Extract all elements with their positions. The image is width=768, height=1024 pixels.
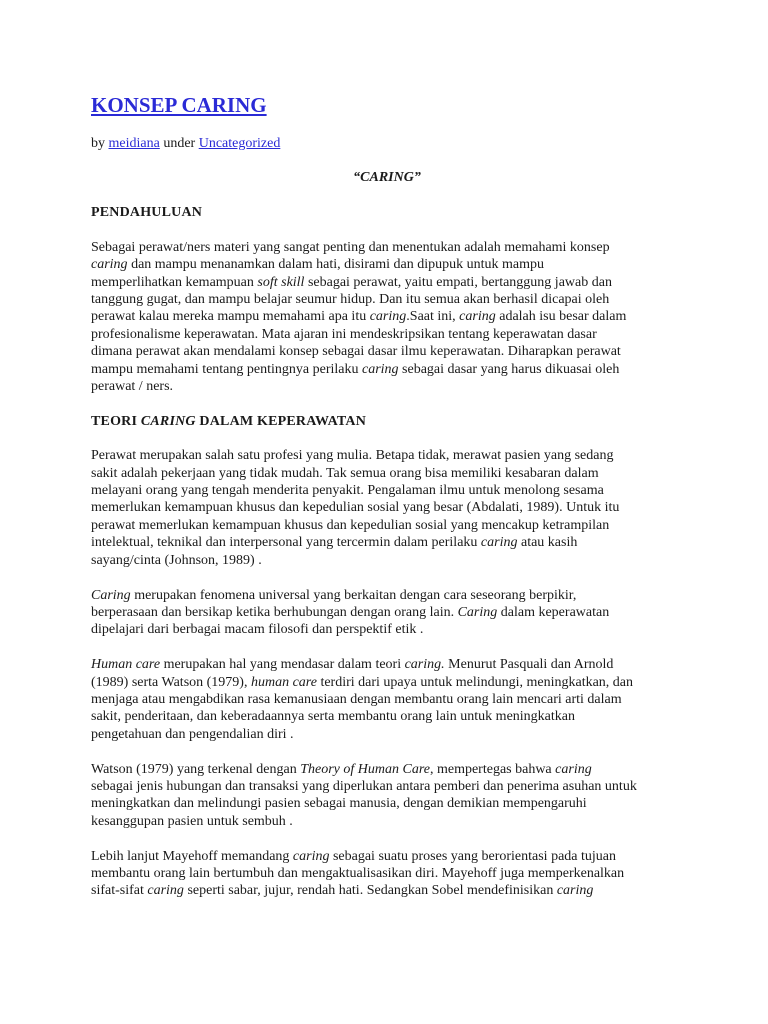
text-line [91, 691, 683, 708]
text-run: perawat kalau mereka mampu memahami apa itu [91, 309, 370, 325]
text-run: sebagai suatu proses yang berorientasi pada tujuan [329, 848, 616, 864]
text-run: CARING [140, 413, 196, 429]
text-line [91, 256, 683, 273]
text-run: meningkatkan dan melindungi pasien sebagai manusia, dengan demikian mempengaruhi [91, 796, 587, 812]
text-line [91, 482, 683, 499]
text-run: profesionalisme keperawatan. Mata ajaran ini mendeskripsikan tentang keperawatan dasar [91, 326, 597, 342]
text-line [91, 708, 683, 725]
text-line [91, 239, 683, 256]
text-run: sakit, penderitaan, dan keberadaannya serta membantu orang lain untuk meningkatkan [91, 709, 575, 725]
text-run: berperasaan dan bersikap ketika berhubungan dengan orang lain. [91, 604, 458, 620]
text-run: merupakan fenomena universal yang berkaitan dengan cara seseorang berpikir, [130, 587, 577, 603]
text-line [91, 326, 683, 343]
author-link[interactable]: meidiana [108, 136, 160, 151]
text-run: mampu memahami tentang pentingnya perilaku [91, 361, 362, 377]
text-run: (1989) serta Watson (1979), [91, 674, 251, 690]
text-run: memperlihatkan kemampuan [91, 274, 258, 290]
text-run: caring [459, 309, 496, 325]
text-line [91, 848, 683, 865]
text-line [91, 726, 683, 743]
text-run: dan mampu menanamkan dalam hati, disirami dan dipupuk untuk mampu [127, 257, 544, 273]
text-run: perawat memerlukan kemampuan khusus dan kepedulian sosial yang mencakup ketrampilan [91, 517, 610, 533]
text-line [91, 882, 683, 899]
text-line [91, 274, 683, 291]
paragraph [91, 447, 683, 569]
byline-by: by [91, 136, 105, 151]
text-line [91, 291, 683, 308]
text-line [91, 308, 683, 325]
text-run: adalah isu besar dalam [495, 309, 627, 325]
text-line [91, 778, 683, 795]
section-heading: PENDAHULUAN [91, 205, 203, 221]
text-line [91, 534, 683, 551]
text-run: sebagai dasar yang harus dikuasai oleh [398, 361, 620, 377]
text-run: melayani orang yang tengah menderita penyakit. Pengalaman ilmu untuk menolong sesama [91, 483, 604, 499]
text-run: kesanggupan pasien untuk sembuh . [91, 813, 293, 829]
text-run: intelektual, teknikal dan interpersonal yang tercermin dalam perilaku [91, 535, 481, 551]
text-line [91, 795, 683, 812]
text-line [91, 447, 683, 464]
article-body [91, 169, 683, 917]
text-run: caring [480, 535, 518, 551]
text-run: caring [91, 257, 128, 273]
text-line [91, 465, 683, 482]
text-line [91, 761, 683, 778]
text-run: Theory of Human Care [300, 761, 430, 777]
article-center-title: “CARING” [353, 170, 421, 185]
text-run: caring [555, 761, 592, 777]
text-line [91, 378, 683, 395]
text-run: sayang/cinta (Johnson, 1989) . [91, 552, 262, 568]
text-run: membantu orang lain bertumbuh dan mengaktualisasikan diri. Mayehoff juga memperkenalkan [91, 865, 625, 881]
text-run: terdiri dari upaya untuk melindungi, meningkatkan, dan [316, 674, 634, 690]
text-run: sifat-sifat [91, 883, 148, 899]
text-run: atau kasih [517, 535, 578, 551]
text-run: caring [292, 848, 330, 864]
post-title-link[interactable]: KONSEP CARING [91, 93, 267, 117]
text-run: Sebagai perawat/ners materi yang sangat penting dan menentukan adalah memahami konsep [91, 239, 610, 255]
text-run: caring. [404, 657, 445, 673]
text-run: , mempertegas bahwa [429, 761, 556, 777]
text-run: .Saat ini, [406, 309, 460, 325]
text-run: TEORI [91, 413, 141, 429]
text-line [91, 587, 683, 604]
text-run: human care [250, 674, 317, 690]
text-run: Human care [91, 657, 161, 673]
text-line [91, 343, 683, 360]
text-run: menjaga atau mengabdikan rasa kemanusiaan dengan membantu orang lain mencari arti dalam [91, 691, 622, 707]
paragraph [91, 761, 683, 831]
text-run: dimana perawat akan mendalami konsep sebagai dasar ilmu keperawatan. Diharapkan perawat [91, 344, 621, 360]
text-run: memerlukan kemampuan khusus dan kepedulian sosial yang besar (Abdalati, 1989). Untuk itu [91, 500, 620, 516]
text-run: Caring [457, 604, 498, 620]
text-run: DALAM KEPERAWATAN [195, 413, 367, 429]
text-run: Perawat merupakan salah satu profesi yang mulia. Betapa tidak, merawat pasien yang sedang [91, 448, 614, 464]
text-line [91, 552, 683, 569]
post-title [91, 92, 267, 118]
paragraph [91, 587, 683, 639]
text-run: Menurut Pasquali dan Arnold [444, 657, 614, 673]
text-run: Caring [91, 587, 131, 603]
paragraph [91, 848, 683, 900]
text-line [91, 361, 683, 378]
text-run: dalam keperawatan [497, 604, 610, 620]
text-run: caring [361, 361, 399, 377]
text-run: seperti sabar, jujur, rendah hati. Sedangkan Sobel mendefinisikan [183, 883, 557, 899]
text-run: dipelajari dari berbagai macam filosofi dan perspektif etik . [91, 622, 424, 638]
category-link[interactable]: Uncategorized [198, 136, 281, 151]
text-line [91, 604, 683, 621]
text-line [91, 499, 683, 516]
section-heading [91, 413, 683, 430]
text-line [91, 865, 683, 882]
text-run: Lebih lanjut Mayehoff memandang [91, 848, 293, 864]
text-run: caring [147, 883, 184, 899]
text-run: perawat / ners. [91, 379, 174, 395]
text-line [91, 674, 683, 691]
text-line [91, 656, 683, 673]
text-run: soft skill [257, 274, 305, 290]
text-run: pengetahuan dan pengendalian diri . [91, 726, 294, 742]
paragraph [91, 239, 683, 396]
text-run: caring [556, 883, 594, 899]
byline-under: under [163, 136, 196, 151]
text-run: caring [369, 309, 407, 325]
post-byline [91, 135, 280, 152]
paragraph [91, 656, 683, 743]
text-run: Watson (1979) yang terkenal dengan [91, 761, 301, 777]
text-line [91, 813, 683, 830]
text-run: sebagai jenis hubungan dan transaksi yang diperlukan antara pemberi dan penerima asuhan untuk [91, 778, 637, 794]
text-line [91, 517, 683, 534]
text-run: sakit adalah pekerjaan yang tidak mudah. Tak semua orang bisa memiliki kesabaran dalam [91, 465, 599, 481]
text-run: tanggung gugat, dan mampu belajar seumur hidup. Dan itu semua akan berhasil dicapai oleh [91, 292, 610, 308]
text-run: merupakan hal yang mendasar dalam teori [160, 657, 405, 673]
text-line [91, 621, 683, 638]
text-run: sebagai perawat, yaitu empati, bertanggung jawab dan [304, 274, 612, 290]
